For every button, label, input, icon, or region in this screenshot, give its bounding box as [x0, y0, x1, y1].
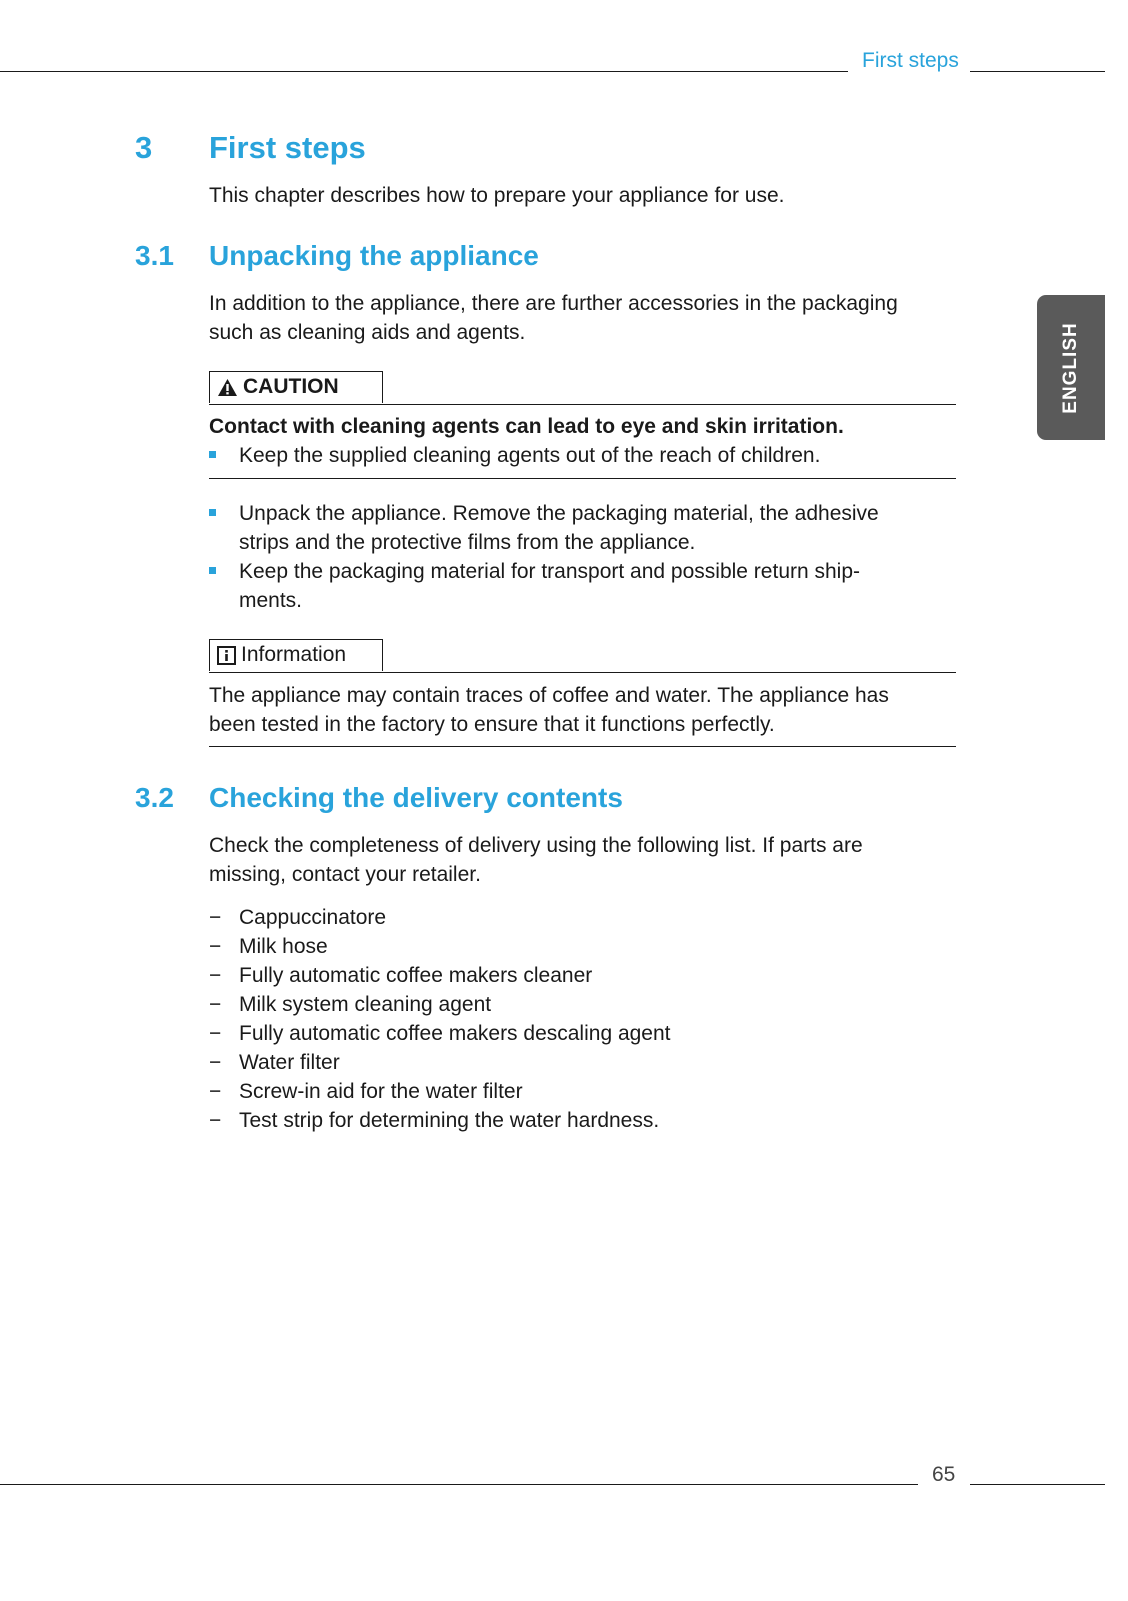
dash-icon: − — [209, 993, 222, 1016]
caution-bottom-rule — [209, 478, 956, 479]
page-number: 65 — [932, 1463, 956, 1486]
step-item — [209, 499, 959, 557]
step-item-line1: Unpack the appliance. Remove the packaging material, the adhesive — [239, 502, 879, 525]
header-rule-right — [970, 71, 1105, 72]
information-text-line2: been tested in the factory to ensure that it functions perfectly. — [209, 713, 775, 736]
caution-item — [209, 441, 959, 470]
step-item-line1: Keep the packaging material for transport and possible return ship- — [239, 560, 861, 583]
bullet-square-icon — [209, 451, 216, 458]
list-item — [209, 932, 328, 961]
dash-icon: − — [209, 1022, 222, 1045]
caution-top-rule — [209, 404, 956, 405]
language-tab — [1037, 295, 1105, 440]
step-item-line2: strips and the protective films from the appliance. — [239, 531, 696, 554]
list-item — [209, 990, 491, 1019]
list-item — [209, 961, 592, 990]
dash-icon: − — [209, 1109, 222, 1132]
section-2-intro-line1: Check the completeness of delivery using the following list. If parts are — [209, 834, 863, 857]
list-item-text: Fully automatic coffee makers cleaner — [239, 964, 593, 987]
list-item-text: Screw-in aid for the water filter — [239, 1080, 523, 1103]
header-rule-left — [0, 71, 848, 72]
chapter-title: First steps — [209, 130, 366, 165]
language-tab-label: ENGLISH — [1060, 321, 1081, 414]
caution-box — [209, 371, 383, 403]
dash-icon: − — [209, 964, 222, 987]
list-item-text: Test strip for determining the water hardness. — [239, 1109, 660, 1132]
information-text-line1: The appliance may contain traces of coffee and water. The appliance has — [209, 684, 889, 707]
chapter-number: 3 — [135, 130, 153, 165]
information-label: Information — [241, 643, 347, 666]
list-item-text: Water filter — [239, 1051, 340, 1074]
dash-icon: − — [209, 1051, 222, 1074]
dash-icon: − — [209, 906, 222, 929]
list-item-text: Milk hose — [239, 935, 328, 958]
info-box-icon — [217, 646, 236, 665]
list-item-text: Fully automatic coffee makers descaling agent — [239, 1022, 671, 1045]
warning-triangle-icon — [217, 378, 238, 397]
information-bottom-rule — [209, 746, 956, 747]
list-item — [209, 1077, 523, 1106]
list-item-text: Milk system cleaning agent — [239, 993, 492, 1016]
list-item — [209, 903, 386, 932]
information-box — [209, 639, 383, 671]
step-item-line2: ments. — [239, 589, 303, 612]
list-item-text: Cappuccinatore — [239, 906, 387, 929]
step-item — [209, 557, 959, 615]
list-item — [209, 1106, 659, 1135]
footer-rule-left — [0, 1484, 918, 1485]
bullet-square-icon — [209, 509, 216, 516]
footer-rule-right — [970, 1484, 1105, 1485]
running-header: First steps — [862, 49, 959, 72]
list-item — [209, 1048, 340, 1077]
chapter-intro: This chapter describes how to prepare your appliance for use. — [209, 184, 785, 207]
section-1-intro-line1: In addition to the appliance, there are further accessories in the packaging — [209, 292, 898, 315]
section-1-title: Unpacking the appliance — [209, 240, 539, 271]
dash-icon: − — [209, 1080, 222, 1103]
dash-icon: − — [209, 935, 222, 958]
list-item — [209, 1019, 671, 1048]
section-1-number: 3.1 — [135, 240, 174, 271]
section-1-intro-line2: such as cleaning aids and agents. — [209, 321, 526, 344]
caution-heading: Contact with cleaning agents can lead to eye and skin irritation. — [209, 415, 844, 438]
section-2-intro-line2: missing, contact your retailer. — [209, 863, 481, 886]
information-top-rule — [209, 672, 956, 673]
caution-label: CAUTION — [243, 375, 339, 398]
section-2-title: Checking the delivery contents — [209, 782, 623, 813]
section-2-number: 3.2 — [135, 782, 174, 813]
bullet-square-icon — [209, 567, 216, 574]
caution-item-text: Keep the supplied cleaning agents out of the reach of children. — [239, 444, 821, 467]
